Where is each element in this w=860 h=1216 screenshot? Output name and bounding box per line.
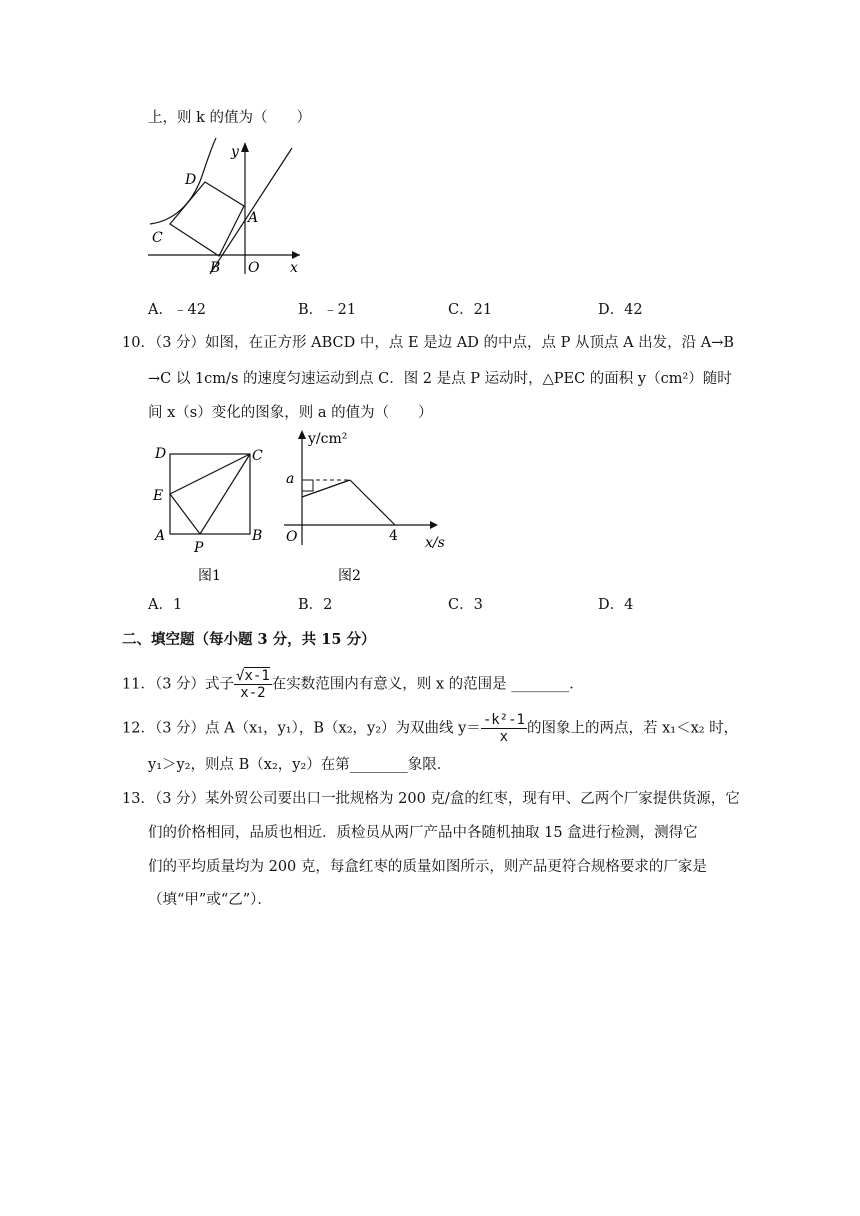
q12-prefix: 12．（3 分）点 A（x₁，y₁），B（x₂，y₂）为双曲线 y＝ <box>122 720 481 737</box>
q12-line-2: y₁＞y₂，则点 B（x₂，y₂）在第________象限． <box>148 757 452 773</box>
q11-row <box>122 668 584 701</box>
q12-suffix: 的图象上的两点，若 x₁＜x₂ 时， <box>526 720 739 737</box>
q11-numerator: √x-1 <box>236 668 270 684</box>
q10-line-1: 10．（3 分）如图，在正方形 ABCD 中，点 E 是边 AD 的中点，点 P 从顶点 A 出发，沿 A→B <box>122 335 735 351</box>
fig1-label-d: D <box>155 446 167 462</box>
q13-line-1: 13．（3 分）某外贸公司要出口一批规格为 200 克/盒的红枣，现有甲、乙两个厂家提供货源，它 <box>122 791 740 807</box>
q11-radicand: x-1 <box>244 668 270 684</box>
q9-label-o: O <box>248 260 260 276</box>
fig2-y-axis-label: y/cm² <box>308 431 348 447</box>
q9-figure <box>140 136 310 276</box>
q12-denominator: x <box>499 729 509 745</box>
fig2-caption: 图2 <box>338 568 361 584</box>
fig2-tick-4: 4 <box>389 528 398 544</box>
fig2-label-a: a <box>286 471 295 487</box>
q9-label-y: y <box>231 144 239 160</box>
q11-prefix: 11．（3 分）式子 <box>122 676 235 693</box>
q12-fraction <box>481 712 527 745</box>
q9-label-a: A <box>248 210 259 226</box>
q10-line-3: 间 x（s）变化的图象，则 a 的值为（ ） <box>148 405 433 421</box>
q11-denominator: x-2 <box>240 685 266 701</box>
q9-option-a: A．﹣42 <box>148 302 206 318</box>
q9-option-c: C．21 <box>448 302 493 318</box>
q10-option-c: C．3 <box>448 597 483 613</box>
q10-option-b: B．2 <box>298 597 333 613</box>
fig1-label-a: A <box>155 528 166 544</box>
fig1-caption: 图1 <box>198 568 221 584</box>
q13-line-3: 们的平均质量均为 200 克，每盒红枣的质量如图所示，则产品更符合规格要求的厂家是 <box>148 859 707 875</box>
fig1-label-p: P <box>194 540 204 556</box>
q13-line-4: （填“甲”或“乙”）． <box>148 892 272 908</box>
fig1-label-b: B <box>252 528 263 544</box>
q9-label-c: C <box>152 230 163 246</box>
fig1-label-e: E <box>153 488 164 504</box>
q11-fraction <box>234 668 272 701</box>
q12-row <box>122 712 738 745</box>
q9-option-d: D．42 <box>598 302 643 318</box>
q9-tail-text: 上，则 k 的值为（ ） <box>148 110 312 126</box>
fig2-x-axis-label: x/s <box>425 535 445 551</box>
q12-numerator: -k²-1 <box>482 712 525 728</box>
q10-line-2: →C 以 1cm/s 的速度匀速运动到点 C．图 2 是点 P 运动时，△PEC 的面积 y（cm²）随时 <box>148 371 732 387</box>
q9-label-x: x <box>290 260 298 276</box>
q10-option-d: D．4 <box>598 597 634 613</box>
q9-label-d: D <box>185 172 197 188</box>
q11-suffix: 在实数范围内有意义，则 x 的范围是 ________． <box>271 676 584 693</box>
fig2-label-o: O <box>286 529 298 545</box>
q10-figure-2 <box>280 425 450 590</box>
q9-option-b: B．﹣21 <box>298 302 357 318</box>
q13-line-2: 们的价格相同，品质也相近．质检员从两厂产品中各随机抽取 15 盒进行检测，测得它 <box>148 825 698 841</box>
fig1-label-c: C <box>252 448 263 464</box>
section-2-heading: 二、填空题（每小题 3 分，共 15 分） <box>122 631 376 648</box>
q9-label-b: B <box>210 260 221 276</box>
q10-figure-1 <box>150 440 280 590</box>
q10-option-a: A．1 <box>148 597 183 613</box>
